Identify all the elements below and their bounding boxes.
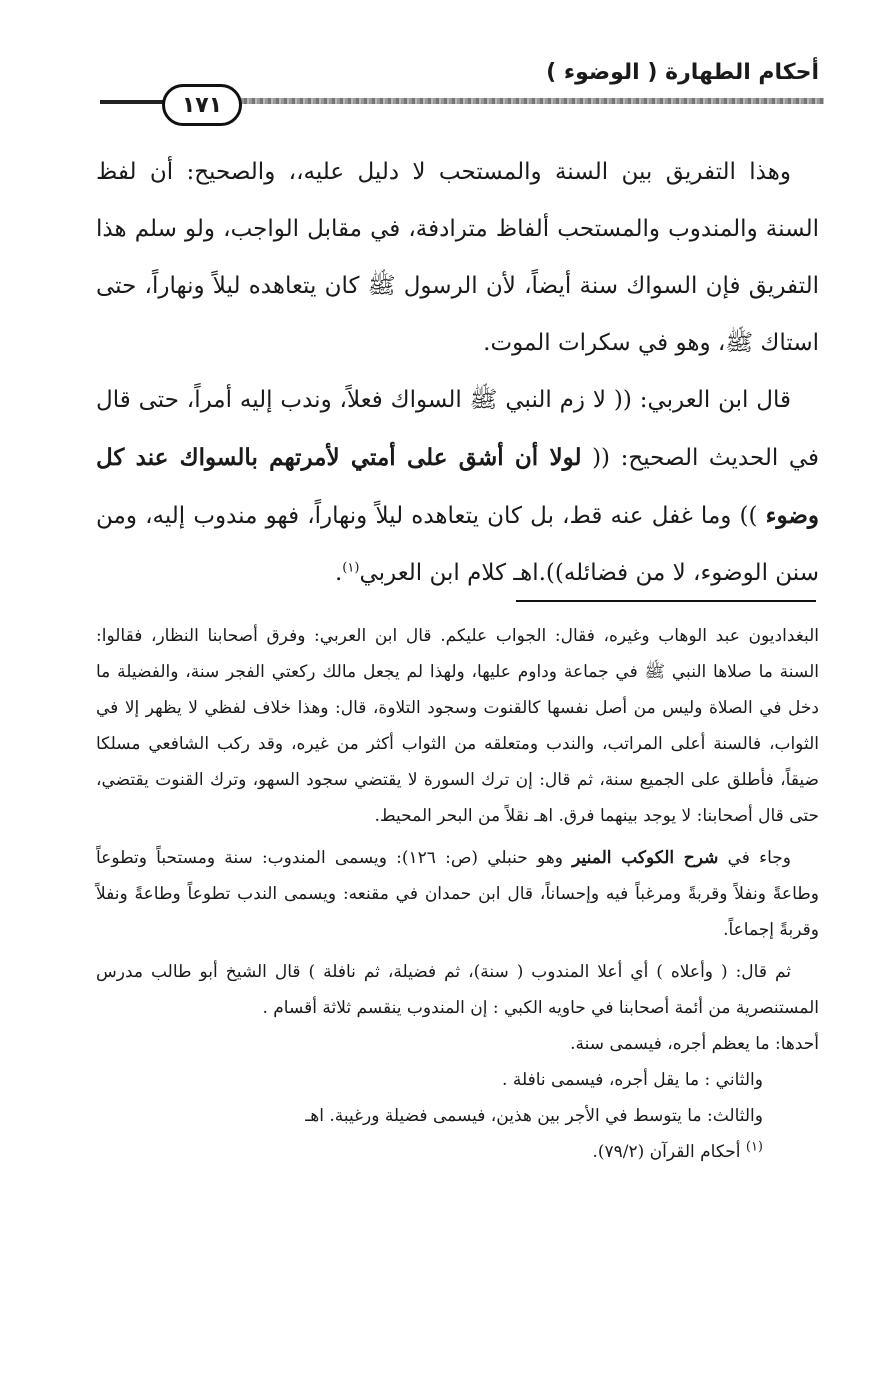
header-rule-right	[236, 98, 824, 104]
para2-text-a: قال ابن العربي: (( لا زم النبي ﷺ السواك فعلاً، وندب إليه أمراً، حتى قال في الحديث الصحيح: ((	[96, 387, 819, 471]
page-number: ١٧١	[162, 84, 242, 126]
para2-text-b: )) وما غفل عنه قط، بل كان يتعاهده ليلاً ونهاراً، فهو مندوب إليه، ومن سنن الوضوء، لا من فضائله)).اهـ كلام ابن العربي	[96, 503, 819, 586]
footnote-paragraph-6: والثالث: ما يتوسط في الأجر بين هذين، فيسمى فضيلة ورغيبة. اهـ	[305, 1106, 763, 1126]
running-title: أحكام الطهارة ( الوضوء )	[546, 60, 819, 85]
main-text	[96, 144, 819, 602]
footnote-ref-number: (١)	[745, 1139, 763, 1155]
fn2-text-a: وجاء في	[718, 848, 791, 868]
para2-end: .	[334, 560, 343, 586]
footnote-paragraph-2	[96, 840, 819, 948]
main-paragraph-1: وهذا التفريق بين السنة والمستحب لا دليل عليه،، والصحيح: أن لفظ السنة والمندوب والمستحب ألفاظ مترادفة، في مقابل الواجب، ولو سلم هذا التفريق فإن السواك سنة أيضاً، لأن الرسول ﷺ كان يتعاهده ليلاً ونهاراً، حتى استاك ﷺ، وهو في سكرات الموت.	[96, 159, 819, 356]
footnote-paragraph-5: والثاني : ما يقل أجره، فيسمى نافلة .	[502, 1070, 763, 1090]
footnote-marker: (١)	[342, 560, 360, 576]
footnotes	[96, 618, 819, 1170]
footnote-reference	[96, 1134, 819, 1170]
fn2-text-b: وهو حنبلي (ص: ١٢٦): ويسمى المندوب: سنة ومستحباً وتطوعاً وطاعةً ونفلاً وقربةً ومرغباً فيه وإحساناً، قال ابن حمدان في مقنعه: ويسمى الندب تطوعاً وطاعةً ونفلاً وقربةً إجماعاً.	[96, 848, 819, 940]
footnote-ref-text: أحكام القرآن (٧٩/٢).	[592, 1142, 746, 1162]
hadith-quote: لولا أن أشق على أمتي لأمرتهم بالسواك عند كل وضوء	[96, 444, 819, 529]
footnote-paragraph-4: أحدها: ما يعظم أجره، فيسمى سنة.	[570, 1034, 819, 1054]
footnote-paragraph-1: البغداديون عبد الوهاب وغيره، فقال: الجواب عليكم. قال ابن العربي: وفرق أصحابنا النظار، فقالوا: السنة ما صلاها النبي ﷺ في جماعة وداوم عليها، ولهذا لم يجعل مالك ركعتي الفجر سنة، والفضيلة ما دخل في الصلاة وليس من أصل نفسها كالقنوت وسجود التلاوة، قال: وهذا خلاف لفظي لا يظهر إلا في الثواب، فالسنة أعلى المراتب، والندب ومتعلقه من الثواب أكثر من غيره، وقد ركب الشافعي مسلكا ضيقاً، فأطلق على الجميع سنة، ثم قال: إن ترك السورة لا يقتضي سجود السهو، وترك القنوت يقتضي، حتى قال أصحابنا: لا يوجد بينهما فرق. اهـ نقلاً من البحر المحيط.	[96, 626, 819, 826]
book-title: شرح الكوكب المنير	[572, 848, 719, 868]
header-rule-left	[100, 100, 166, 104]
main-paragraph-2	[96, 372, 819, 602]
footnote-separator	[516, 600, 816, 602]
footnote-paragraph-3: ثم قال: ( وأعلاه ) أي أعلا المندوب ( سنة)، ثم فضيلة، ثم نافلة ) قال الشيخ أبو طالب مدرس المستنصرية من أئمة أصحابنا في حاويه الكبي : إن المندوب ينقسم ثلاثة أقسام .	[96, 962, 819, 1018]
